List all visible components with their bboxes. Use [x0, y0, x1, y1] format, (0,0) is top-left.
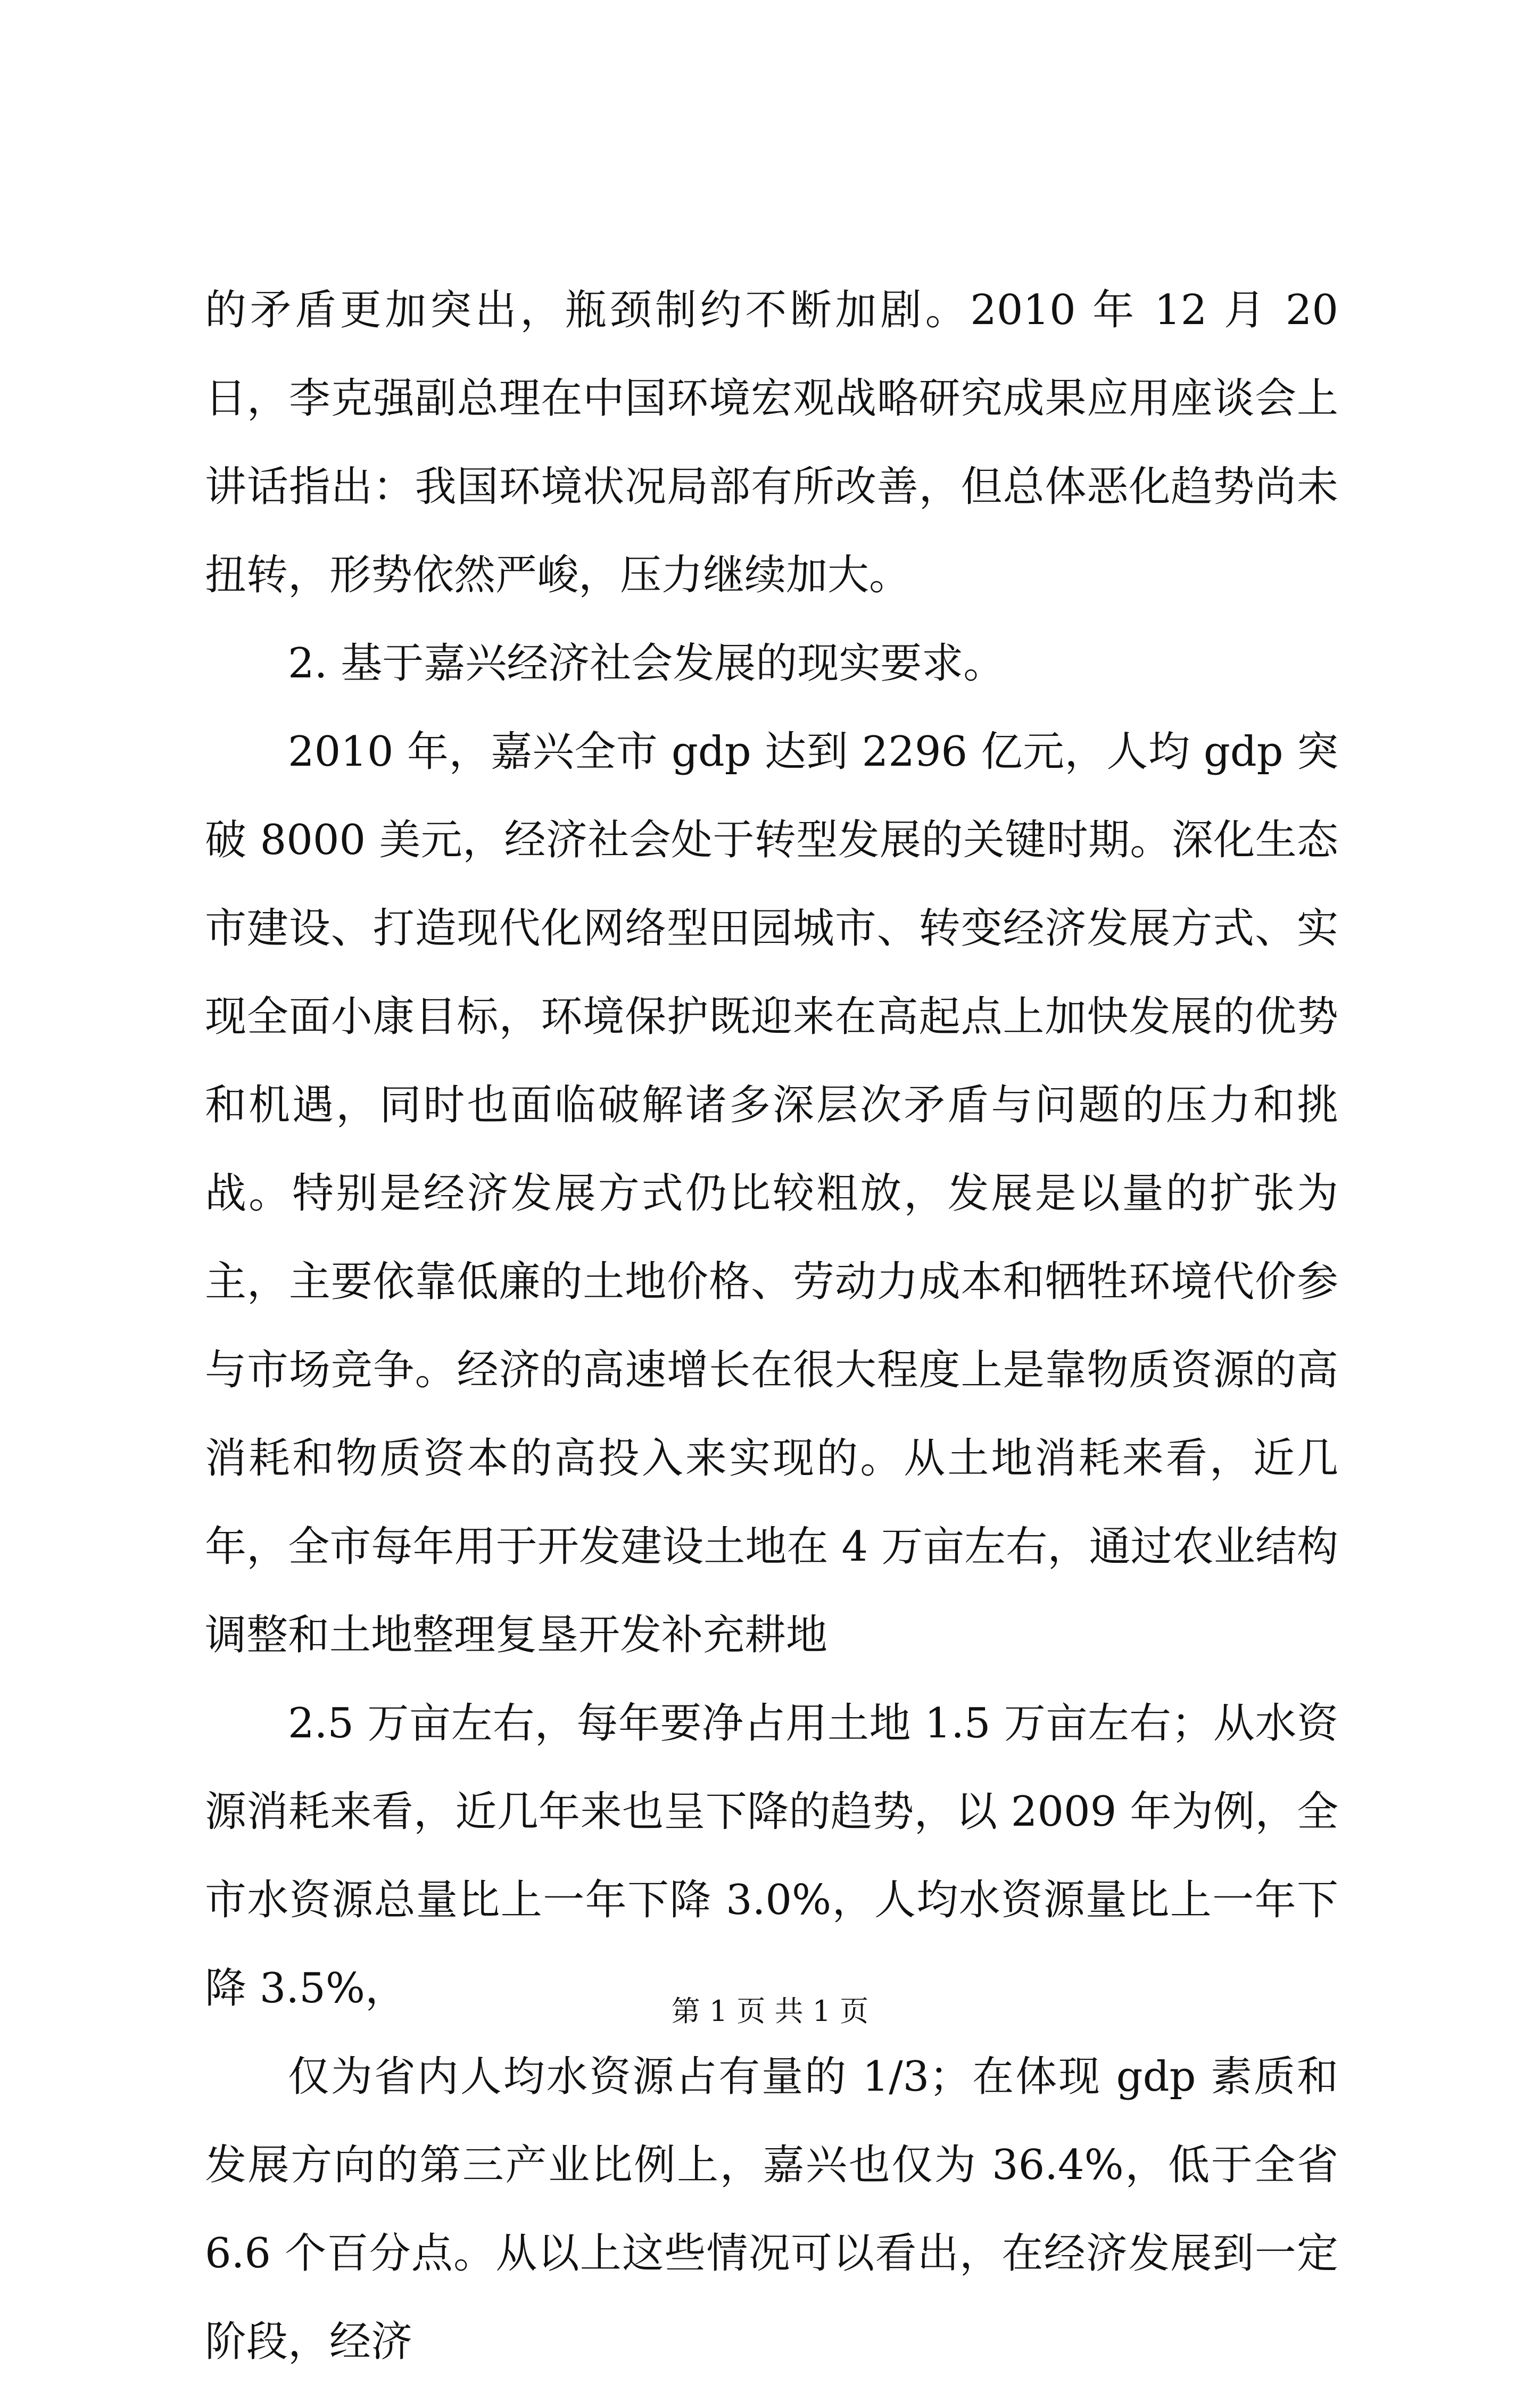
page-number-footer: 第 1 页 共 1 页: [671, 1994, 869, 2028]
paragraph-continuation: 的矛盾更加突出，瓶颈制约不断加剧。2010 年 12 月 20 日，李克强副总理在中国环境宏观战略研究成果应用座谈会上讲话指出：我国环境状况局部有所改善，但总体恶化趋势尚未扭转，形势依然严峻，压力继续加大。: [205, 286, 1338, 599]
paragraph-land-water: 2.5 万亩左右，每年要净占用土地 1.5 万亩左右；从水资源消耗来看，近几年来也呈下降的趋势，以 2009 年为例，全市水资源总量比上一年下降 3.0%，人均水资源量比上一年下降 3.5%，: [205, 1700, 1338, 2012]
paragraph-economy: 2010 年，嘉兴全市 gdp 达到 2296 亿元，人均 gdp 突破 8000 美元，经济社会处于转型发展的关键时期。深化生态市建设、打造现代化网络型田园城市、转变经济发展方式、实现全面小康目标，环境保护既迎来在高起点上加快发展的优势和机遇，同时也面临破解诸多深层次矛盾与问题的压力和挑战。特别是经济发展方式仍比较粗放，发展是以量的扩张为主，主要依靠低廉的土地价格、劳动力成本和牺牲环境代价参与市场竞争。经济的高速增长在很大程度上是靠物质资源的高消耗和物质资本的高投入来实现的。从土地消耗来看，近几年，全市每年用于开发建设土地在 4 万亩左右，通过农业结构调整和土地整理复垦开发补充耕地: [205, 728, 1338, 1659]
section-heading: 2. 基于嘉兴经济社会发展的现实要求。: [288, 640, 1005, 687]
paragraph-tertiary-industry: 仅为省内人均水资源占有量的 1/3；在体现 gdp 素质和发展方向的第三产业比例上，嘉兴也仅为 36.4%，低于全省 6.6 个百分点。从以上这些情况可以看出，在经济发展到一定阶段，经济: [205, 2053, 1338, 2366]
document-body: [205, 266, 1338, 2386]
